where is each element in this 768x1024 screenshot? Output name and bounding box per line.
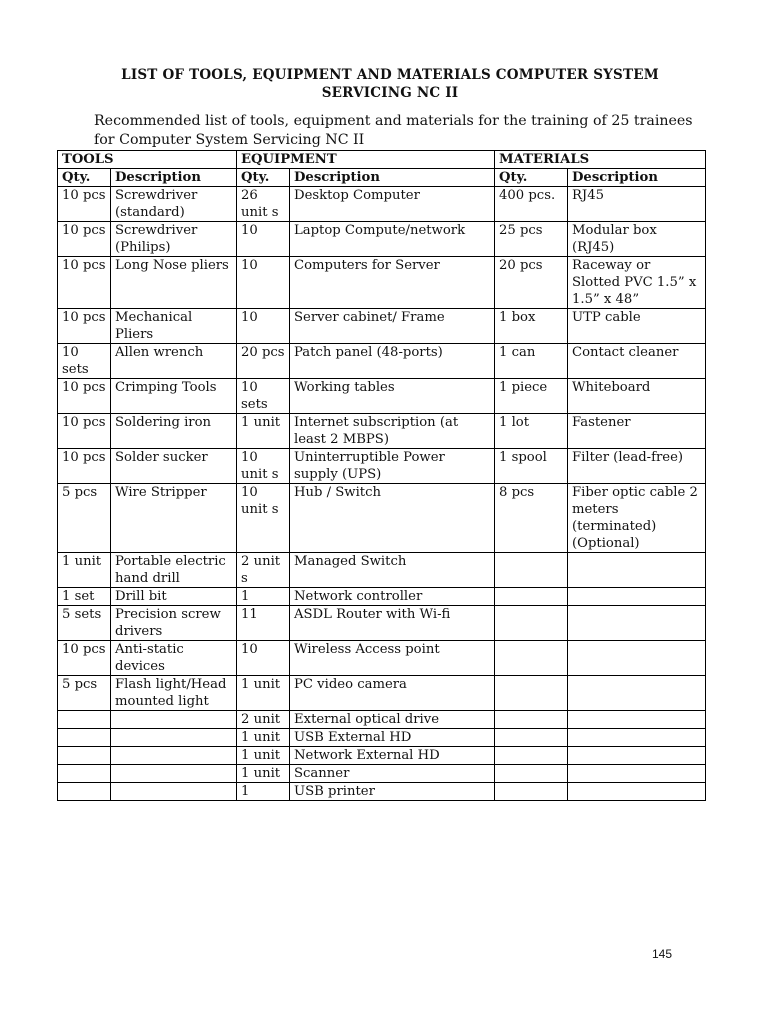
materials-description-cell: Contact cleaner xyxy=(568,344,706,379)
equipment-qty-cell: 10 unit s xyxy=(237,449,290,484)
tools-qty-cell: 10 pcs xyxy=(58,641,111,676)
materials-description-cell: Filter (lead-free) xyxy=(568,449,706,484)
group-header-equipment: EQUIPMENT xyxy=(237,151,495,169)
tools-qty-cell: 10 pcs xyxy=(58,449,111,484)
tools-qty-cell: 10 pcs xyxy=(58,379,111,414)
equipment-description-cell: Network External HD xyxy=(290,747,495,765)
materials-description-cell xyxy=(568,553,706,588)
materials-qty-cell: 1 piece xyxy=(495,379,568,414)
table-row xyxy=(58,222,706,257)
materials-qty-cell: 25 pcs xyxy=(495,222,568,257)
tools-qty-cell: 10 pcs xyxy=(58,187,111,222)
equipment-qty-cell: 10 xyxy=(237,309,290,344)
equipment-qty-cell: 10 unit s xyxy=(237,484,290,553)
tools-qty-cell xyxy=(58,783,111,801)
equipment-qty-cell: 10 sets xyxy=(237,379,290,414)
table-row xyxy=(58,309,706,344)
equipment-qty-cell: 1 xyxy=(237,783,290,801)
tools-qty-cell: 10 pcs xyxy=(58,222,111,257)
equipment-description-cell: Desktop Computer xyxy=(290,187,495,222)
equipment-qty-cell: 11 xyxy=(237,606,290,641)
equipment-description-cell: Patch panel (48-ports) xyxy=(290,344,495,379)
equipment-description-cell: Network controller xyxy=(290,588,495,606)
equipment-qty-cell: 2 unit s xyxy=(237,553,290,588)
equipment-qty-cell: 10 xyxy=(237,257,290,309)
materials-qty-cell xyxy=(495,553,568,588)
materials-description-cell xyxy=(568,606,706,641)
tools-description-cell xyxy=(111,765,237,783)
equipment-description-cell: Server cabinet/ Frame xyxy=(290,309,495,344)
column-header-materials-qty: Qty. xyxy=(495,169,568,187)
equipment-qty-cell: 10 xyxy=(237,641,290,676)
materials-description-cell: Modular box (RJ45) xyxy=(568,222,706,257)
equipment-qty-cell: 20 pcs xyxy=(237,344,290,379)
materials-qty-cell: 20 pcs xyxy=(495,257,568,309)
equipment-description-cell: Wireless Access point xyxy=(290,641,495,676)
materials-qty-cell xyxy=(495,588,568,606)
equipment-qty-cell: 26 unit s xyxy=(237,187,290,222)
tools-description-cell: Screwdriver (standard) xyxy=(111,187,237,222)
materials-description-cell: UTP cable xyxy=(568,309,706,344)
materials-description-cell xyxy=(568,783,706,801)
materials-qty-cell: 400 pcs. xyxy=(495,187,568,222)
tools-description-cell: Long Nose pliers xyxy=(111,257,237,309)
table-row xyxy=(58,257,706,309)
tools-qty-cell: 10 sets xyxy=(58,344,111,379)
equipment-description-cell: Scanner xyxy=(290,765,495,783)
materials-description-cell xyxy=(568,641,706,676)
materials-qty-cell xyxy=(495,783,568,801)
tools-description-cell: Crimping Tools xyxy=(111,379,237,414)
materials-qty-cell: 1 box xyxy=(495,309,568,344)
materials-qty-cell xyxy=(495,747,568,765)
table-row xyxy=(58,676,706,711)
materials-qty-cell xyxy=(495,765,568,783)
tools-qty-cell: 5 sets xyxy=(58,606,111,641)
tools-qty-cell xyxy=(58,729,111,747)
tools-description-cell: Soldering iron xyxy=(111,414,237,449)
equipment-qty-cell: 10 xyxy=(237,222,290,257)
equipment-qty-cell: 1 xyxy=(237,588,290,606)
materials-description-cell xyxy=(568,588,706,606)
equipment-qty-cell: 1 unit xyxy=(237,676,290,711)
document-title-line1: LIST OF TOOLS, EQUIPMENT AND MATERIALS COMPUTER SYSTEM xyxy=(121,67,659,83)
group-header-row xyxy=(58,151,706,169)
materials-description-cell xyxy=(568,747,706,765)
equipment-qty-cell: 2 unit xyxy=(237,711,290,729)
column-header-equipment-qty: Qty. xyxy=(237,169,290,187)
materials-description-cell xyxy=(568,765,706,783)
materials-description-cell: Whiteboard xyxy=(568,379,706,414)
equipment-description-cell: Hub / Switch xyxy=(290,484,495,553)
equipment-qty-cell: 1 unit xyxy=(237,747,290,765)
equipment-description-cell: USB External HD xyxy=(290,729,495,747)
tools-qty-cell: 5 pcs xyxy=(58,484,111,553)
tools-qty-cell: 1 unit xyxy=(58,553,111,588)
materials-description-cell: RJ45 xyxy=(568,187,706,222)
column-header-materials-description: Description xyxy=(568,169,706,187)
table-row xyxy=(58,553,706,588)
materials-qty-cell xyxy=(495,729,568,747)
table-row xyxy=(58,449,706,484)
tools-qty-cell: 1 set xyxy=(58,588,111,606)
materials-qty-cell xyxy=(495,676,568,711)
tools-qty-cell: 10 pcs xyxy=(58,309,111,344)
equipment-qty-cell: 1 unit xyxy=(237,729,290,747)
materials-qty-cell xyxy=(495,711,568,729)
materials-qty-cell: 1 lot xyxy=(495,414,568,449)
table-body xyxy=(58,187,706,801)
tools-description-cell: Mechanical Pliers xyxy=(111,309,237,344)
equipment-description-cell: ASDL Router with Wi-fi xyxy=(290,606,495,641)
table-row xyxy=(58,747,706,765)
materials-qty-cell: 1 can xyxy=(495,344,568,379)
tools-description-cell: Wire Stripper xyxy=(111,484,237,553)
table-row xyxy=(58,729,706,747)
table-row xyxy=(58,711,706,729)
tools-qty-cell xyxy=(58,747,111,765)
column-header-row xyxy=(58,169,706,187)
tools-description-cell xyxy=(111,711,237,729)
tools-description-cell xyxy=(111,729,237,747)
table-row xyxy=(58,344,706,379)
tools-qty-cell xyxy=(58,711,111,729)
column-header-tools-qty: Qty. xyxy=(58,169,111,187)
table-row xyxy=(58,783,706,801)
tools-description-cell: Portable electric hand drill xyxy=(111,553,237,588)
group-header-tools: TOOLS xyxy=(58,151,237,169)
equipment-description-cell: Working tables xyxy=(290,379,495,414)
tools-description-cell: Flash light/Head mounted light xyxy=(111,676,237,711)
tools-equipment-materials-table xyxy=(57,150,706,801)
tools-description-cell: Solder sucker xyxy=(111,449,237,484)
table-row xyxy=(58,588,706,606)
equipment-description-cell: USB printer xyxy=(290,783,495,801)
column-header-equipment-description: Description xyxy=(290,169,495,187)
equipment-qty-cell: 1 unit xyxy=(237,414,290,449)
table-row xyxy=(58,379,706,414)
intro-paragraph: Recommended list of tools, equipment and materials for the training of 25 trainees for Computer System Servicing NC II xyxy=(94,113,693,148)
equipment-description-cell: Uninterruptible Power supply (UPS) xyxy=(290,449,495,484)
tools-qty-cell: 10 pcs xyxy=(58,257,111,309)
materials-description-cell xyxy=(568,729,706,747)
group-header-materials: MATERIALS xyxy=(495,151,706,169)
equipment-description-cell: Computers for Server xyxy=(290,257,495,309)
equipment-description-cell: Laptop Compute/network xyxy=(290,222,495,257)
materials-description-cell xyxy=(568,711,706,729)
materials-qty-cell: 8 pcs xyxy=(495,484,568,553)
materials-description-cell: Fiber optic cable 2 meters (terminated) (Optional) xyxy=(568,484,706,553)
table-row xyxy=(58,765,706,783)
equipment-description-cell: External optical drive xyxy=(290,711,495,729)
table-row xyxy=(58,484,706,553)
equipment-description-cell: PC video camera xyxy=(290,676,495,711)
document-title-line2: SERVICING NC II xyxy=(321,85,459,101)
table-row xyxy=(58,414,706,449)
materials-description-cell xyxy=(568,676,706,711)
equipment-description-cell: Managed Switch xyxy=(290,553,495,588)
materials-qty-cell: 1 spool xyxy=(495,449,568,484)
table-row xyxy=(58,187,706,222)
tools-description-cell: Screwdriver (Philips) xyxy=(111,222,237,257)
materials-description-cell: Fastener xyxy=(568,414,706,449)
materials-description-cell: Raceway or Slotted PVC 1.5” x 1.5” x 48” xyxy=(568,257,706,309)
equipment-qty-cell: 1 unit xyxy=(237,765,290,783)
tools-description-cell xyxy=(111,783,237,801)
table-row xyxy=(58,606,706,641)
materials-qty-cell xyxy=(495,606,568,641)
tools-qty-cell: 5 pcs xyxy=(58,676,111,711)
equipment-description-cell: Internet subscription (at least 2 MBPS) xyxy=(290,414,495,449)
tools-description-cell xyxy=(111,747,237,765)
table-row xyxy=(58,641,706,676)
tools-description-cell: Allen wrench xyxy=(111,344,237,379)
tools-description-cell: Anti-static devices xyxy=(111,641,237,676)
page-number: 145 xyxy=(652,947,673,961)
tools-qty-cell: 10 pcs xyxy=(58,414,111,449)
materials-qty-cell xyxy=(495,641,568,676)
tools-qty-cell xyxy=(58,765,111,783)
column-header-tools-description: Description xyxy=(111,169,237,187)
tools-description-cell: Precision screw drivers xyxy=(111,606,237,641)
tools-description-cell: Drill bit xyxy=(111,588,237,606)
